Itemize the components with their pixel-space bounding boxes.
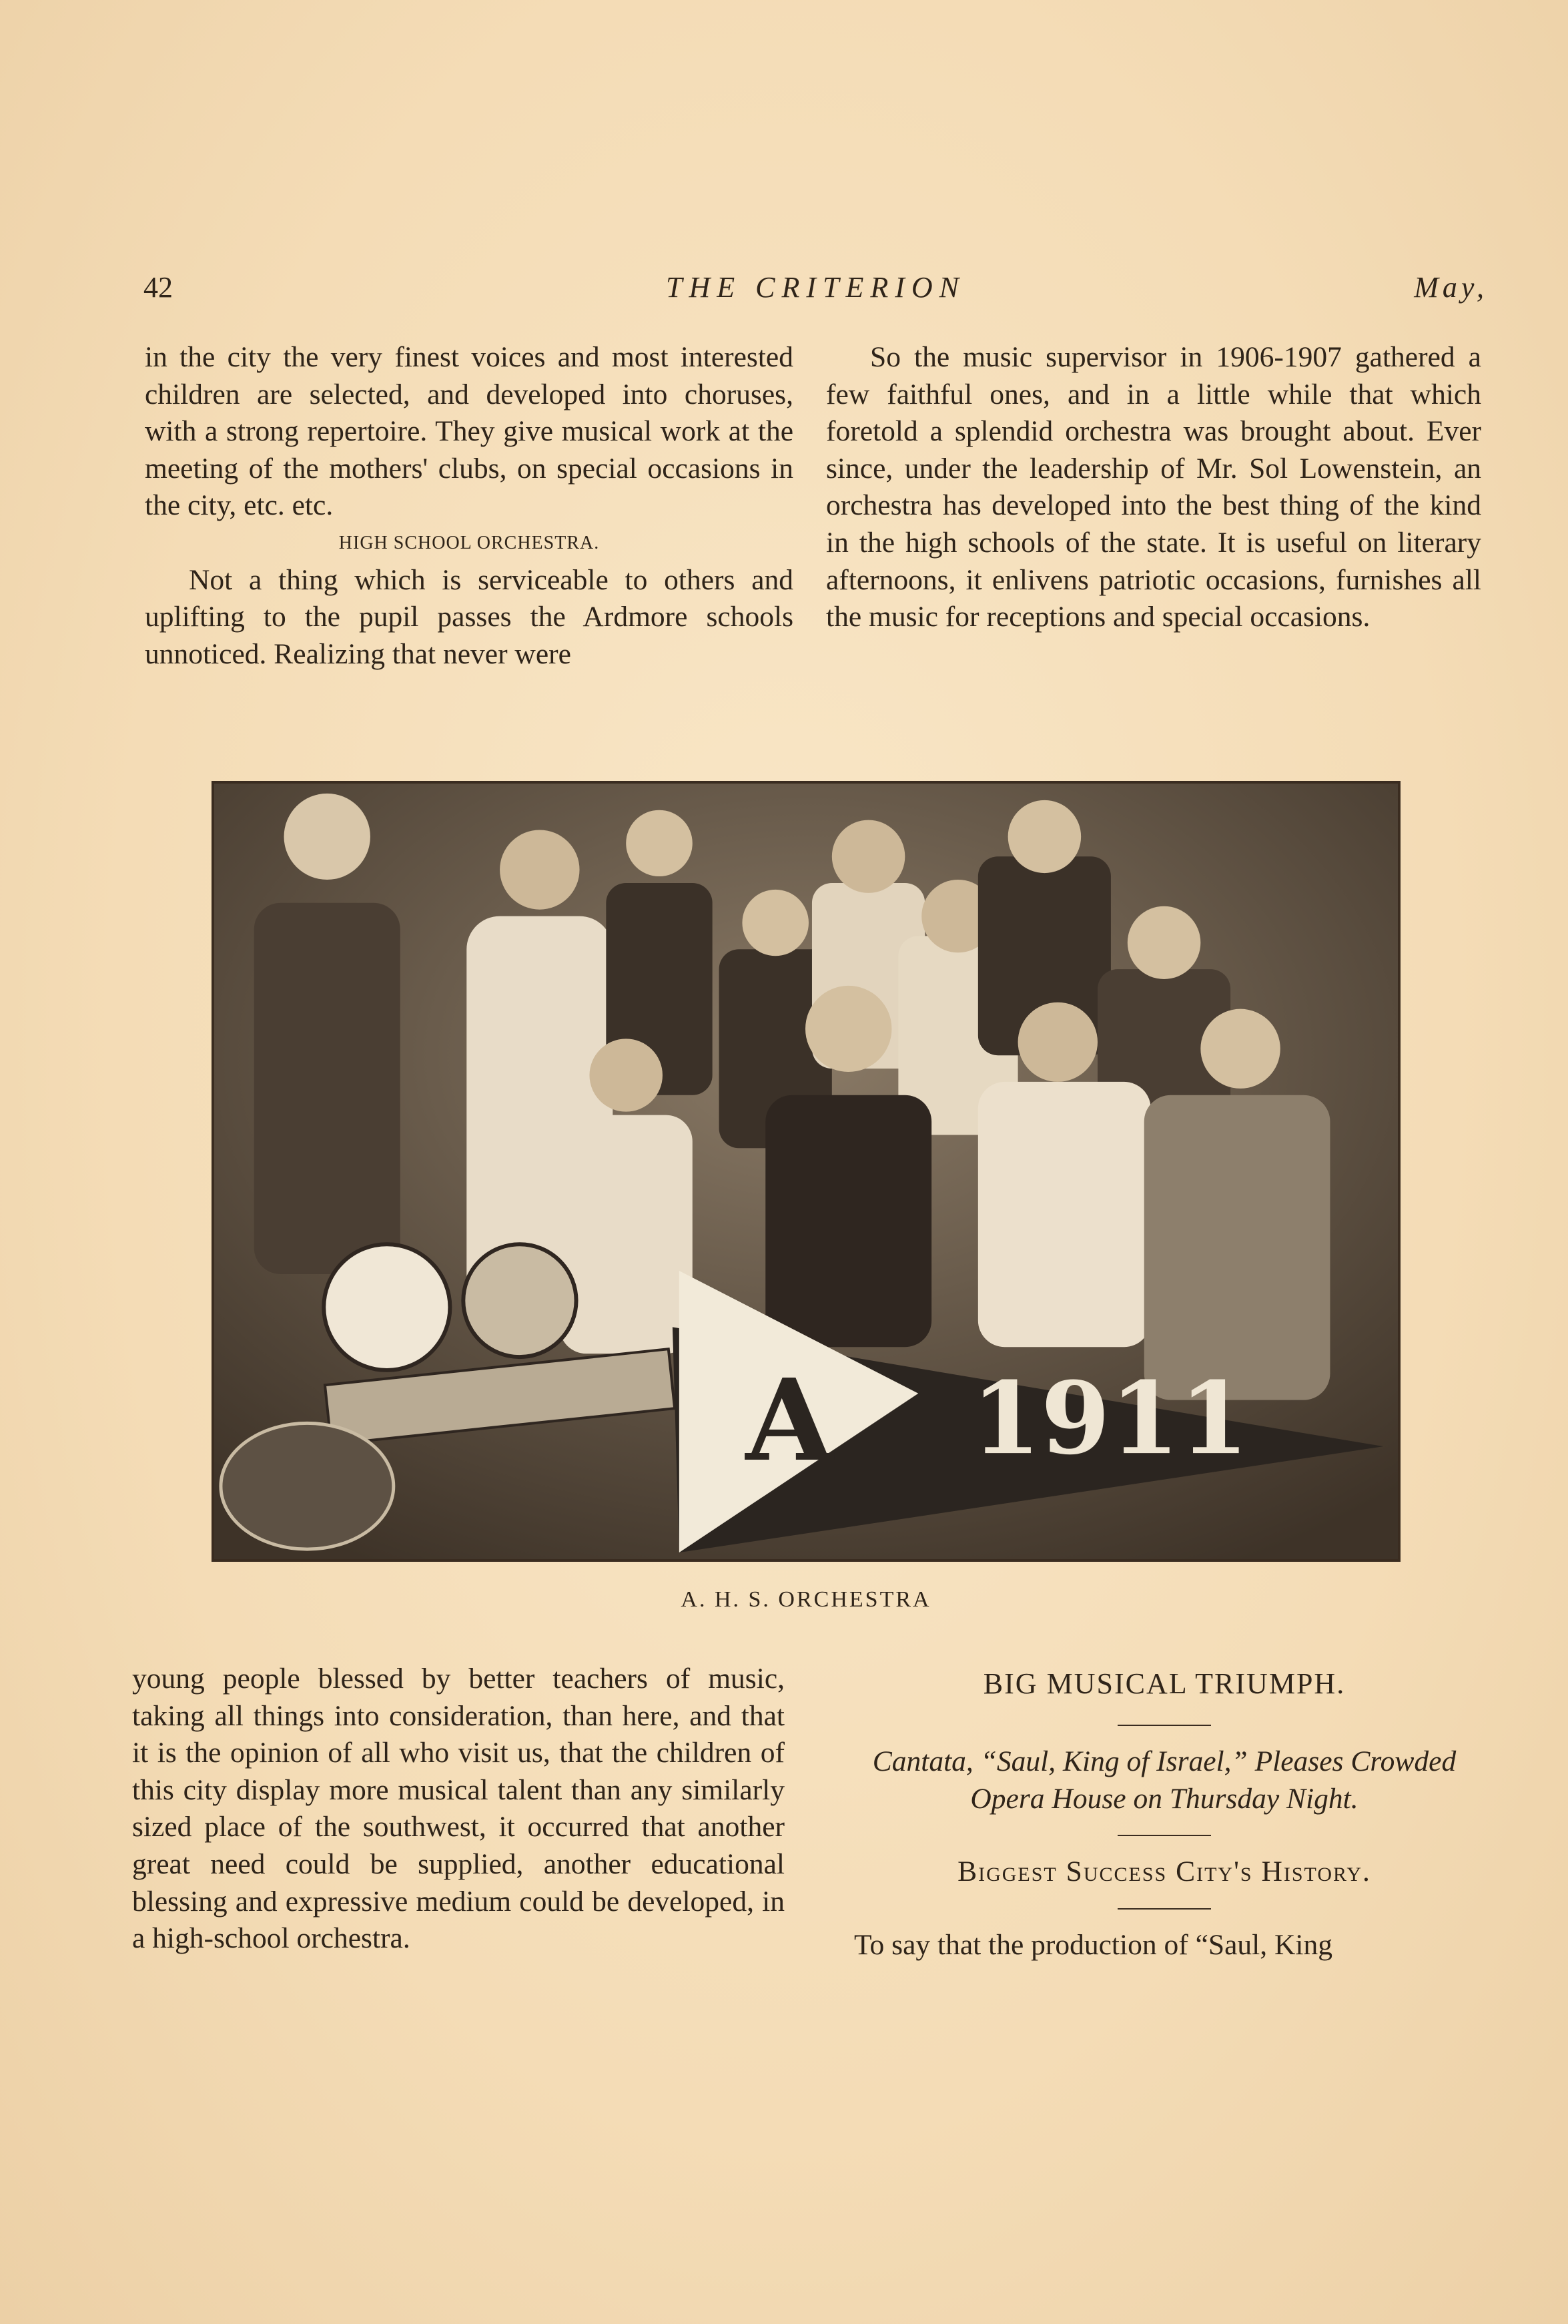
journal-title: THE CRITERION <box>666 271 965 304</box>
bottom-right-column <box>854 1661 1475 1964</box>
banjo-illustration <box>324 1244 450 1370</box>
bottom-left-paragraph: young people blessed by better teachers of music, taking all things into consideration, than here, and that it is the opinion of all who visit us, that the children of this city display more musical talent than any similarly sized place of the southwest, it occurred that another great need could be supplied, another educational blessing and expressive medium could be developed, in a high-school orchestra. <box>132 1663 785 1955</box>
drum-illustration <box>221 1423 394 1549</box>
divider-rule <box>1118 1725 1211 1726</box>
issue-month: May, <box>1414 271 1488 304</box>
top-left-column <box>145 339 793 673</box>
page-number: 42 <box>143 271 173 304</box>
orchestra-photograph <box>212 781 1401 1562</box>
photo-caption: A. H. S. ORCHESTRA <box>681 1587 931 1612</box>
bottom-right-paragraph: To say that the production of “Saul, King <box>854 1928 1332 1961</box>
divider-rule <box>1118 1908 1211 1910</box>
top-left-paragraph-2: Not a thing which is serviceable to others and uplifting to the pupil passes the Ardmore schools unnoticed. Realizing that never were <box>145 563 793 670</box>
monogram-ahs: A <box>745 1354 833 1486</box>
section-heading-high-school-orchestra: HIGH SCHOOL ORCHESTRA. <box>338 532 600 553</box>
orchestra-photo-illustration <box>214 784 1398 1559</box>
tambourine-illustration <box>463 1244 576 1357</box>
running-head <box>143 270 1488 310</box>
top-right-paragraph: So the music supervisor in 1906-1907 gathered a few faithful ones, and in a little while that which foretold a splendid orchestra was brought about. Ever since, under the leadership of Mr. Sol Lowenstein, an orchestra has developed into the best thing of the kind in the high schools of the state. It is useful on literary afternoons, it enlivens patriotic occasions, furnishes all the music for receptions and special occasions. <box>826 341 1481 633</box>
pennant-year-text: 1911 <box>971 1360 1249 1478</box>
article-subheading: Cantata, “Saul, King of Israel,” Pleases Crowded Opera House on Thursday Night. <box>872 1745 1457 1815</box>
top-right-column <box>826 339 1481 636</box>
top-left-paragraph-1: in the city the very finest voices and most interested children are selected, and developed into choruses, with a strong repertoire. They give musical work at the meeting of the mothers' clubs, on special occasions in the city, etc. etc. <box>145 341 793 522</box>
bottom-left-column <box>132 1661 785 1958</box>
article-heading: BIG MUSICAL TRIUMPH. <box>983 1667 1346 1700</box>
divider-rule <box>1118 1835 1211 1836</box>
article-subheading-2: Biggest Success City's History. <box>957 1855 1371 1888</box>
